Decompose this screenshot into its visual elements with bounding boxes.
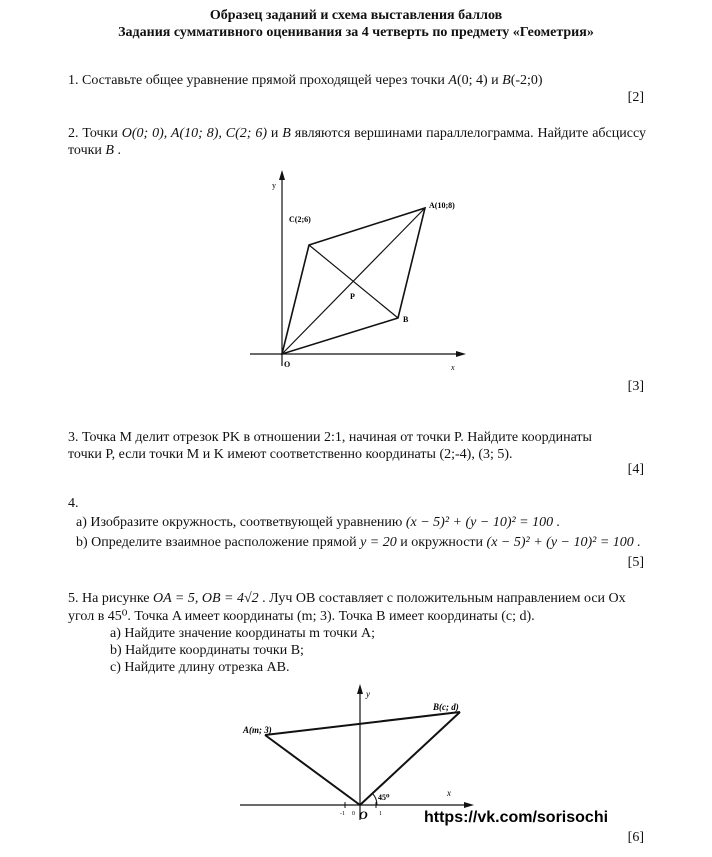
task-2-intro: 2. Точки — [68, 126, 122, 141]
task-4-b-text2: и окружности — [396, 535, 487, 550]
task-4-b — [76, 534, 641, 552]
task-2-score: [3] — [627, 379, 644, 394]
fig5-y-arrow — [357, 684, 363, 694]
fig5-segment-oa — [265, 735, 360, 805]
fig5-tick-label-1: 1 — [379, 811, 382, 817]
fig5-label-o: O — [359, 808, 368, 822]
point-a-coords: (0; 4) и — [456, 73, 503, 88]
header-subtitle: Задания суммативного оценивания за 4 четверть по предмету «Геометрия» — [118, 25, 594, 40]
task-4-a-equation: (x − 5)² + (y − 10)² = 100 . — [405, 515, 561, 530]
fig5-segment-ob — [360, 712, 460, 805]
task-3-line-1: 3. Точка M делит отрезок PK в отношении 2:1, начиная от точки P. Найдите координаты — [68, 430, 592, 445]
task-4-score: [5] — [627, 555, 644, 570]
task-2-body: являются вершинами параллелограмма. Найдите абсциссу точки — [68, 126, 646, 158]
task-5-line-1 — [68, 590, 646, 607]
fig2-x-arrow — [456, 351, 466, 357]
task-5-ray: . Луч OB составляет с положительным направлением оси Ox — [258, 591, 626, 606]
fig5-label-a: A(m; 3) — [243, 725, 272, 735]
header-title: Образец заданий и схема выставления баллов — [209, 8, 503, 23]
task-5-equation: OA = 5, OB = 4√2 — [153, 591, 259, 606]
fig2-label-p: P — [350, 292, 355, 301]
task-5-score: [6] — [627, 830, 644, 845]
fig2-y-arrow — [279, 170, 285, 180]
fig2-diagonal-cb — [309, 245, 398, 318]
task-5-intro: 5. На рисунке — [68, 591, 154, 606]
task-5-item-c: c) Найдите длину отрезка AB. — [110, 660, 290, 675]
task-2-end: . — [113, 143, 121, 158]
point-b-label: B — [502, 73, 511, 88]
point-a-label: A — [448, 73, 457, 88]
task-4-b-equation: (x − 5)² + (y − 10)² = 100 . — [486, 535, 641, 550]
fig5-label-x: x — [447, 788, 451, 798]
task-2-b2: B — [105, 143, 114, 158]
task-4-number: 4. — [68, 496, 79, 511]
task-5-item-a: a) Найдите значение координаты m точки A; — [110, 626, 375, 641]
watermark-link[interactable]: https://vk.com/sorisochi — [424, 809, 609, 826]
fig2-label-b: B — [403, 315, 409, 324]
fig5-x-arrow — [464, 802, 474, 808]
fig5-segment-ab — [265, 712, 460, 735]
fig2-label-y: y — [272, 181, 276, 190]
fig2-label-c: C(2;6) — [289, 215, 311, 224]
task-3-line-2: точки P, если точки M и K имеют соответственно координаты (2;-4), (3; 5). — [68, 447, 513, 462]
fig5-label-angle: 45⁰ — [378, 793, 390, 802]
task-4-a-text: a) Изобразите окружность, соответвующей уравнению — [76, 515, 406, 530]
fig5-label-y: y — [366, 689, 370, 699]
point-b-coords: (-2;0) — [510, 73, 543, 88]
fig2-label-x: x — [451, 363, 455, 372]
fig2-label-a: A(10;8) — [429, 201, 455, 210]
task-2-points: O(0; 0), A(10; 8), C(2; 6) — [121, 126, 267, 141]
task-1-intro: 1. Составьте общее уравнение прямой проходящей через точки — [68, 73, 449, 88]
task-3-score: [4] — [627, 462, 644, 477]
fig5-label-b: B(c; d) — [433, 702, 459, 712]
fig5-tick-label-0: 0 — [352, 811, 355, 817]
fig5-tick-label-m1: -1 — [340, 811, 345, 817]
task-4-b-text: b) Определите взаимное расположение прямой — [76, 535, 361, 550]
task-5-line-2: угол в 45⁰. Точка A имеет координаты (m; 3). Точка B имеет координаты (c; d). — [68, 609, 535, 624]
task-1-score: [2] — [627, 90, 644, 105]
task-4-b-line: y = 20 — [360, 535, 397, 550]
task-4-a — [76, 514, 560, 532]
task-5-item-b: b) Найдите координаты точки B; — [110, 643, 304, 658]
fig2-label-o: O — [284, 360, 291, 369]
task-2-and: и — [267, 126, 283, 141]
task-2-b: B — [282, 126, 291, 141]
